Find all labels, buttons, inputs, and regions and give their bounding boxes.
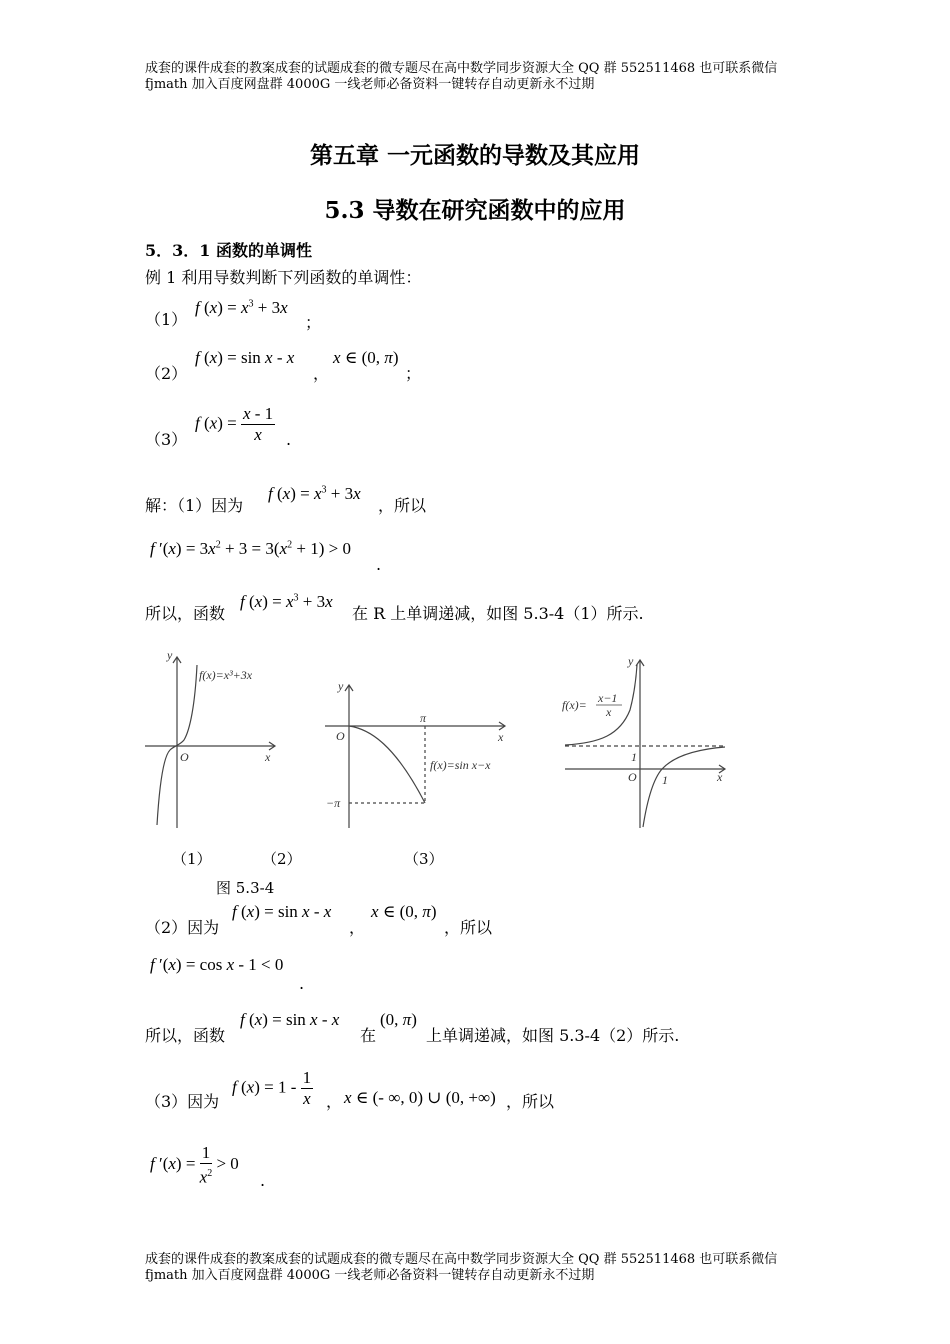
figure-caption: 图 5.3-4 (216, 879, 275, 897)
graph-1 (145, 657, 275, 828)
figure-sublabel-3: （3） (404, 850, 444, 868)
solution-2-function: f (x) = sin x - x (232, 902, 332, 921)
solution-1-period: . (376, 555, 382, 574)
graph-1-x-label: x (265, 750, 271, 764)
solution-2-suffix: ，所以 (444, 918, 493, 937)
item2-sep: ； (405, 364, 422, 383)
example-intro: 例 1 利用导数判断下列函数的单调性： (145, 268, 422, 287)
graph-3-one-x: 1 (662, 773, 668, 787)
graph-2 (325, 685, 505, 828)
solution-3-suffix: ，所以 (506, 1092, 555, 1111)
graph-3-y-label: y (628, 654, 634, 668)
solution-2-derivative: f ′(x) = cos x - 1 < 0 (150, 955, 284, 974)
solution-1-conclusion-function: f $(x) = x^3 + 3x$ (240, 592, 333, 611)
item2-label: （2） (145, 364, 188, 383)
graph-3-x-label: x (717, 770, 723, 784)
figure-sublabel-2: （2） (262, 850, 302, 868)
graph-3-label-den: x (606, 705, 612, 719)
graph-3-label-left: f(x)= (562, 698, 587, 712)
section-title: 5.3 导数在研究函数中的应用 (324, 197, 626, 224)
graph-2-function-label: f(x)=sin x−x (430, 758, 491, 772)
graph-3-label-num: x−1 (598, 691, 618, 705)
graph-1-y-label: y (167, 648, 173, 662)
item2-domain: x ∈ (0, π) (333, 348, 399, 367)
graph-3-origin: O (628, 770, 637, 784)
solution-1-conclusion-b: 在 R 上单调递减，如图 5.3-4（1）所示. (352, 604, 644, 623)
item3-sep: . (286, 430, 292, 449)
solution-2-conclusion-a: 所以，函数 (145, 1026, 226, 1045)
graph-2-curve (349, 726, 425, 803)
solution-2-prefix: （2）因为 (145, 918, 220, 937)
solution-2-conclusion-c: 上单调递减，如图 5.3-4（2）所示. (426, 1026, 680, 1045)
solution-2-period: . (299, 974, 305, 993)
header-banner: 成套的课件成套的教案成套的试题成套的微专题尽在高中数学同步资源大全 QQ 群 552511468 也可联系微信 fjmath 加入百度网盘群 4000G 一线老师必备资料一键转存自动更新永不过期 (145, 61, 778, 92)
graph-3-one-y: 1 (631, 750, 637, 764)
solution-2-domain: x ∈ (0, π) (371, 902, 437, 921)
item2-comma: ， (313, 364, 330, 383)
solution-3-prefix: （3）因为 (145, 1092, 220, 1111)
item1-sep: ； (305, 313, 322, 332)
solution-1-conclusion-a: 所以，函数 (145, 604, 226, 623)
solution-2-comma: ， (349, 918, 366, 937)
solution-1-derivative: f $'(x) = 3x^2 + 3 = 3(x^2 + 1) > 0$ (150, 539, 351, 558)
item2-formula: f (x) = sin x - x (195, 348, 295, 367)
graph-2-pi-label: π (420, 711, 427, 725)
item1-formula: f $(x) = x^3 + 3x$ (195, 298, 288, 317)
item1-label: （1） (145, 310, 188, 329)
graph-3 (565, 660, 725, 828)
solution-2-conclusion-b: 在 (360, 1026, 377, 1045)
solution-3-period: . (260, 1171, 266, 1190)
graph-2-origin: O (336, 729, 345, 743)
solution-1-prefix: 解：（1）因为 (145, 496, 244, 515)
graph-1-function-label: f(x)=x³+3x (199, 668, 253, 682)
item3-formula: f (x) = $\frac{x - 1}{x}$ (195, 404, 274, 444)
graph-3-curve-right (643, 747, 725, 827)
solution-1-suffix: ，所以 (378, 496, 427, 515)
figure-sublabel-1: （1） (172, 850, 212, 868)
solution-3-derivative: f ′(x) = $\frac{1}{x^2}$ > 0 (150, 1143, 239, 1187)
item3-label: （3） (145, 430, 188, 449)
graph-2-neg-pi-label: −π (326, 796, 341, 810)
graph-1-origin: O (180, 750, 189, 764)
graph-2-y-label: y (338, 679, 344, 693)
solution-2-conclusion-function: f (x) = sin x - x (240, 1010, 340, 1029)
graph-2-x-label: x (498, 730, 504, 744)
solution-3-function: f (x) = 1 - $\frac{1}{x}$ (232, 1068, 312, 1108)
solution-2-interval: (0, π) (380, 1010, 417, 1029)
figure-5-3-4 (140, 645, 740, 835)
solution-1-function: f $(x) = x^3 + 3x$ (268, 484, 361, 503)
chapter-title: 第五章 一元函数的导数及其应用 (309, 142, 640, 169)
solution-3-domain: x ∈ (- ∞, 0) ∪ (0, +∞) (344, 1088, 496, 1107)
subsection-title: 5．3．1 函数的单调性 (145, 241, 312, 260)
footer-banner: 成套的课件成套的教案成套的试题成套的微专题尽在高中数学同步资源大全 QQ 群 552511468 也可联系微信 fjmath 加入百度网盘群 4000G 一线老师必备资料一键转存自动更新永不过期 (145, 1252, 778, 1283)
solution-3-comma: ， (326, 1092, 343, 1111)
